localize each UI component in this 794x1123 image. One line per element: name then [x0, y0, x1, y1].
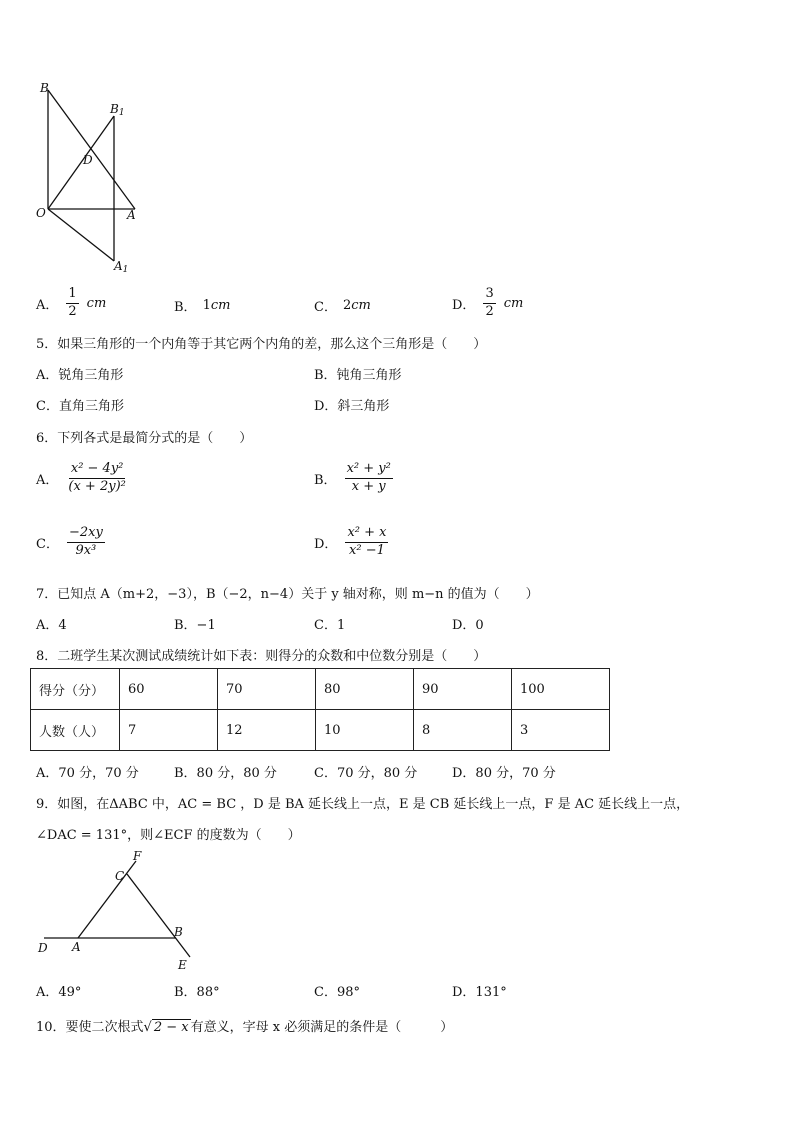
sqrt-expression: √ 2 − x — [143, 1020, 189, 1035]
q9-option-a: A．49° — [36, 985, 82, 1000]
q8-option-b: B．80 分，80 分 — [174, 766, 277, 781]
q9-figure — [30, 845, 210, 975]
label-E: E — [178, 958, 187, 972]
q7-stem: 7．已知点 A（m+2，−3），B（−2，n−4）关于 y 轴对称，则 m−n 的值为（ ） — [36, 587, 539, 602]
q6-option-d: D． $\frac{\text{x² + x}}{\text{x² −1}}$ — [314, 525, 387, 558]
score-table — [30, 668, 610, 751]
label-A: A — [72, 940, 81, 954]
q6-stem: 6．下列各式是最简分式的是（ ） — [36, 431, 253, 446]
label-D: D — [38, 941, 48, 955]
label-O: O — [36, 206, 46, 220]
table-cell: 3 — [512, 710, 610, 751]
q4-option-d: D． $\frac{3}{2}$ cm — [452, 286, 524, 319]
q4-option-a: A． $\frac{1}{2}$ cm — [36, 286, 107, 319]
q9-option-c: C．98° — [314, 985, 360, 1000]
segment-CE — [127, 874, 190, 957]
q7-option-b: B．−1 — [174, 618, 216, 633]
q5-option-a: A．锐角三角形 — [36, 368, 124, 383]
table-cell: 12 — [218, 710, 316, 751]
label-B: B — [174, 925, 183, 939]
label-C: C — [115, 869, 125, 883]
label-F: F — [133, 849, 142, 863]
q9-stem-line2: ∠DAC = 131°，则∠ECF 的度数为（ ） — [36, 828, 301, 843]
q4-figure — [30, 78, 150, 278]
q8-option-d: D．80 分，70 分 — [452, 766, 556, 781]
table-cell: 70 — [218, 669, 316, 710]
q7-option-a: A．4 — [36, 618, 67, 633]
q8-option-c: C．70 分，80 分 — [314, 766, 418, 781]
q7-option-d: D．0 — [452, 618, 484, 633]
table-cell: 60 — [120, 669, 218, 710]
q10-stem: 10．要使二次根式√ 2 − x 有意义，字母 x 必须满足的条件是（ ） — [36, 1020, 454, 1035]
q8-stem: 8．二班学生某次测试成绩统计如下表：则得分的众数和中位数分别是（ ） — [36, 649, 487, 664]
label-A: A — [127, 208, 136, 222]
table-cell: 得分（分） — [31, 669, 120, 710]
q5-option-d: D．斜三角形 — [314, 399, 390, 414]
q4-option-b: B． 1cm — [174, 298, 231, 315]
q5-option-b: B．钝角三角形 — [314, 368, 402, 383]
q4-option-c: C． 2cm — [314, 298, 371, 315]
table-cell: 90 — [414, 669, 512, 710]
table-cell: 7 — [120, 710, 218, 751]
table-cell: 人数（人） — [31, 710, 120, 751]
table-cell: 80 — [316, 669, 414, 710]
table-cell: 10 — [316, 710, 414, 751]
table-row — [31, 710, 610, 751]
q8-option-a: A．70 分，70 分 — [36, 766, 139, 781]
label-D: D — [83, 153, 93, 167]
segment-AF — [78, 861, 136, 938]
table-cell: 100 — [512, 669, 610, 710]
label-A1: A1 — [114, 259, 129, 275]
q9-option-d: D．131° — [452, 985, 507, 1000]
segment-OB1 — [48, 116, 114, 209]
segment-OA1 — [48, 209, 114, 261]
table-cell: 8 — [414, 710, 512, 751]
q5-stem: 5．如果三角形的一个内角等于其它两个内角的差，那么这个三角形是（ ） — [36, 337, 487, 352]
table-row — [31, 669, 610, 710]
q6-option-b: B． $\frac{\text{x² + y²}}{x + y}$ — [314, 461, 391, 494]
q9-option-b: B．88° — [174, 985, 220, 1000]
q6-option-a: A． $\frac{\text{x² − 4y²}}{\text{(x + 2y)²}}$ — [36, 461, 126, 494]
q6-option-c: C． $\frac{-2xy}{\text{9x³}}$ — [36, 525, 103, 558]
label-B: B — [40, 81, 49, 95]
q7-option-c: C．1 — [314, 618, 346, 633]
label-B1: B1 — [110, 102, 125, 118]
q5-option-c: C．直角三角形 — [36, 399, 124, 414]
q9-stem-line1: 9．如图，在ΔABC 中，AC = BC ，D 是 BA 延长线上一点，E 是 CB 延长线上一点，F 是 AC 延长线上一点， — [36, 797, 690, 812]
